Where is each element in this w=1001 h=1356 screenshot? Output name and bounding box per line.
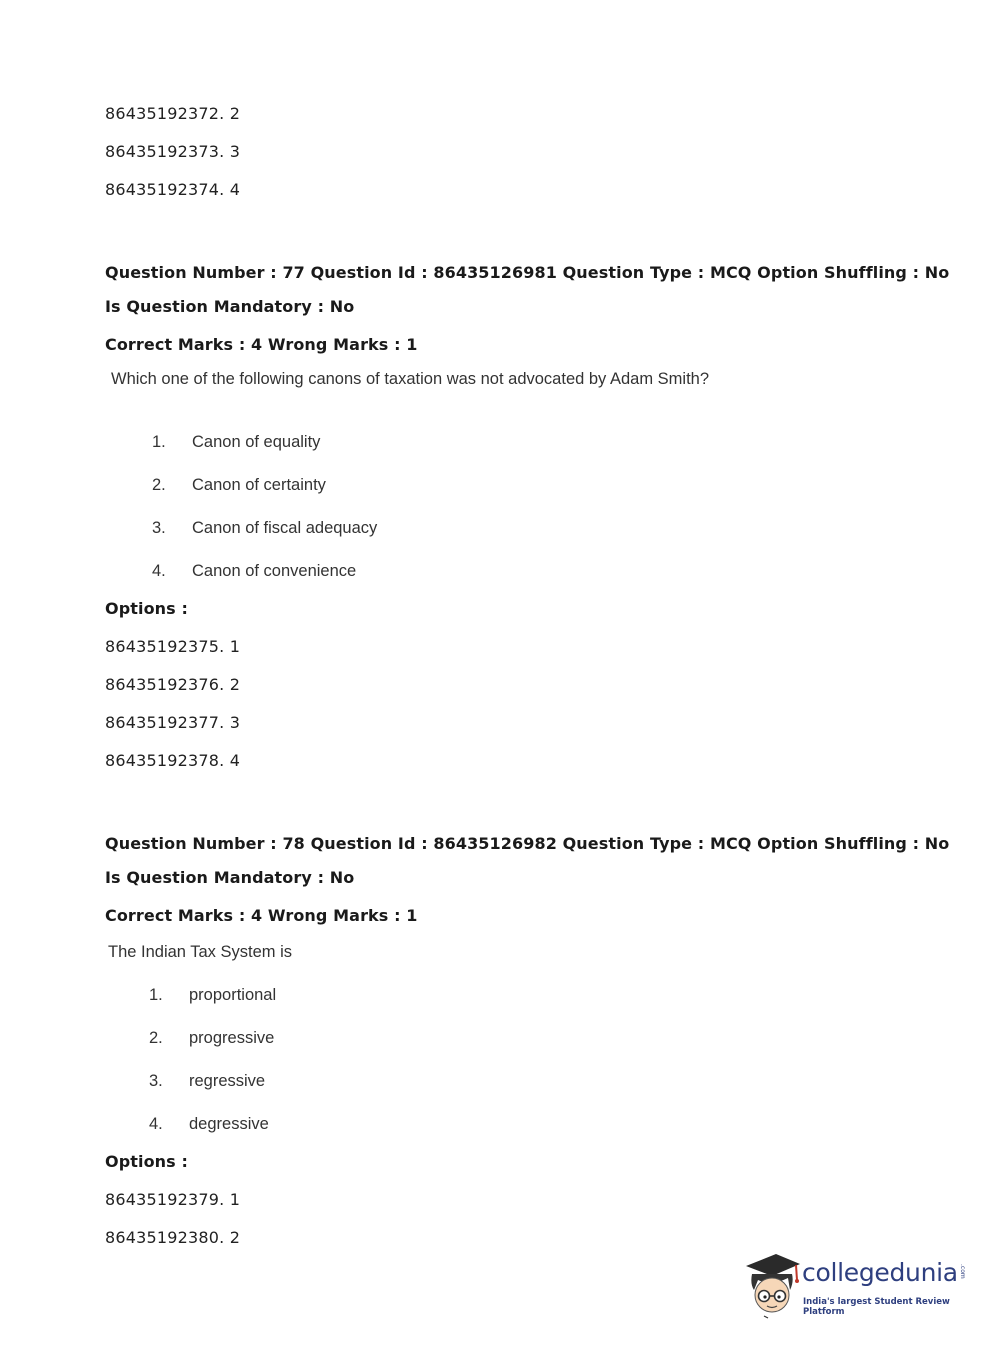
question-marks: Correct Marks : 4 Wrong Marks : 1	[105, 335, 418, 354]
choice-number: 2.	[152, 476, 166, 494]
logo-brand-text: collegedunia	[802, 1258, 958, 1287]
answer-choice	[152, 519, 452, 541]
question-mandatory: Is Question Mandatory : No	[105, 297, 355, 316]
logo-tagline: India's largest Student Review Platform	[803, 1297, 950, 1317]
answer-choice	[152, 476, 452, 498]
question-text: Which one of the following canons of taxation was not advocated by Adam Smith?	[111, 370, 710, 388]
option-line: 86435192380. 2	[105, 1228, 241, 1247]
option-line: 86435192374. 4	[105, 180, 241, 199]
option-line: 86435192373. 3	[105, 142, 241, 161]
choice-text: progressive	[189, 1029, 275, 1047]
student-mascot-icon	[742, 1250, 802, 1320]
choice-text: degressive	[189, 1115, 269, 1133]
choice-text: proportional	[189, 986, 277, 1004]
choice-number: 4.	[149, 1115, 163, 1133]
option-line: 86435192372. 2	[105, 104, 241, 123]
question-marks: Correct Marks : 4 Wrong Marks : 1	[105, 906, 418, 925]
answer-choice	[149, 986, 449, 1008]
logo-com-text: .com	[959, 1264, 966, 1279]
options-label: Options :	[105, 1152, 188, 1171]
answer-choice	[152, 433, 452, 455]
question-mandatory: Is Question Mandatory : No	[105, 868, 355, 887]
choice-text: Canon of certainty	[192, 476, 326, 494]
question-text: The Indian Tax System is	[108, 943, 293, 961]
answer-choice	[149, 1072, 449, 1094]
option-line: 86435192379. 1	[105, 1190, 241, 1209]
choice-number: 4.	[152, 562, 166, 580]
choice-text: Canon of equality	[192, 433, 321, 451]
answer-choice	[149, 1115, 449, 1137]
choice-text: regressive	[189, 1072, 266, 1090]
answer-choice	[152, 562, 452, 584]
answer-choice	[149, 1029, 449, 1051]
options-label: Options :	[105, 599, 188, 618]
choice-number: 3.	[152, 519, 166, 537]
option-line: 86435192378. 4	[105, 751, 241, 770]
choice-number: 1.	[152, 433, 166, 451]
question-header: Question Number : 78 Question Id : 86435126982 Question Type : MCQ Option Shuffling : No	[105, 834, 950, 853]
choice-number: 1.	[149, 986, 163, 1004]
choice-text: Canon of convenience	[192, 562, 357, 580]
choice-number: 2.	[149, 1029, 163, 1047]
option-line: 86435192376. 2	[105, 675, 241, 694]
option-line: 86435192375. 1	[105, 637, 241, 656]
question-header: Question Number : 77 Question Id : 86435126981 Question Type : MCQ Option Shuffling : No	[105, 263, 950, 282]
option-line: 86435192377. 3	[105, 713, 241, 732]
choice-text: Canon of fiscal adequacy	[192, 519, 378, 537]
collegedunia-logo	[742, 1250, 972, 1320]
choice-number: 3.	[149, 1072, 163, 1090]
